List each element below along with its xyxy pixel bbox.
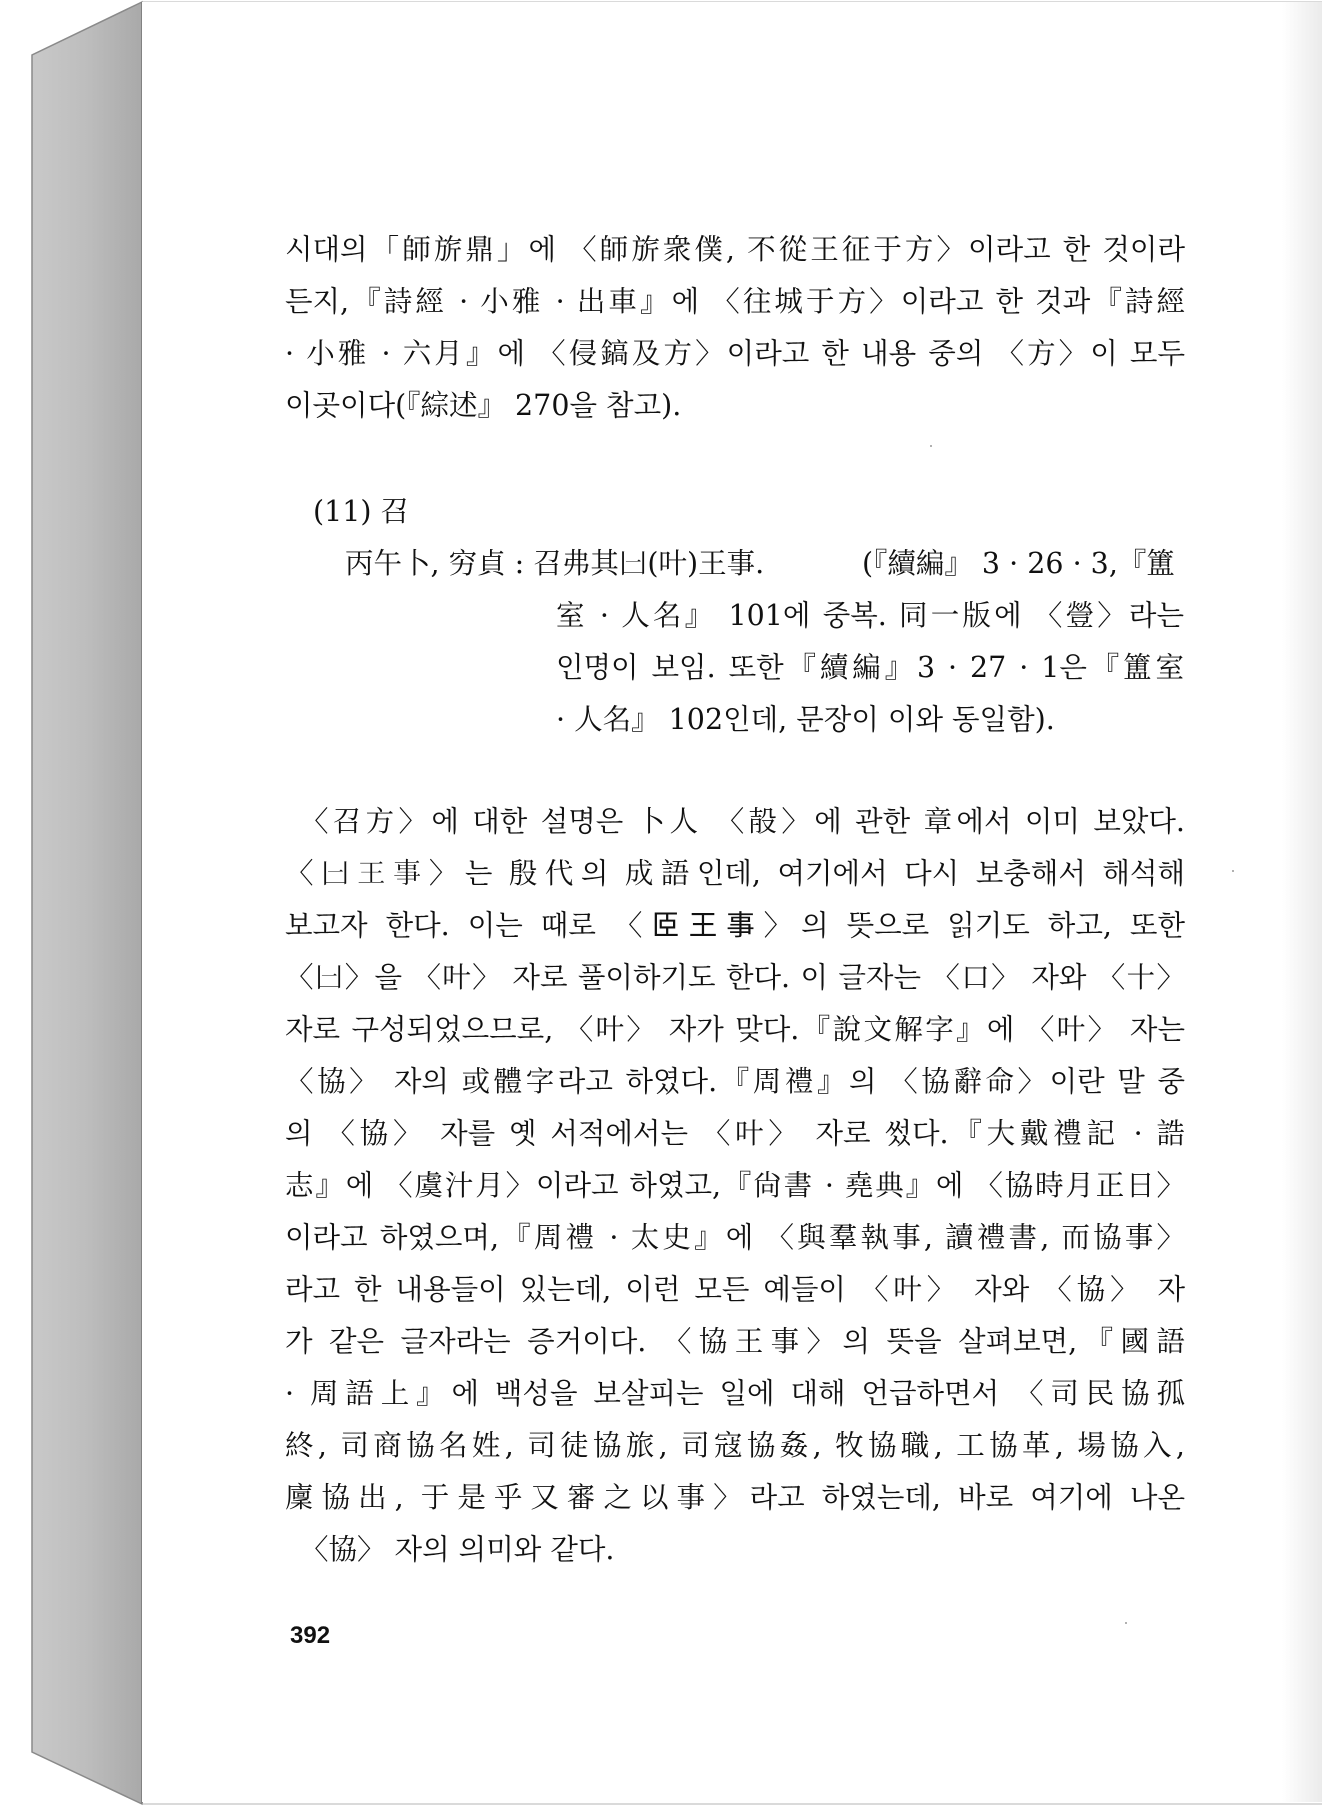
text-line: 자로 구성되었으므로, 〈叶〉 자가 맞다.『說文解字』에 〈叶〉 자는 [285,1013,1185,1046]
text-line: 가 같은 글자라는 증거이다. 〈協王事〉의 뜻을 살펴보면,『國語 [285,1325,1185,1358]
text-line: 室 · 人名』 101에 중복. 同一版에 〈䝁〉라는 [556,599,1184,632]
text-line: 〈協〉 자의 의미와 같다. [300,1533,615,1566]
example-source: 丙午卜, 穷貞 : 召弗其𠙵(叶)王事. [345,547,765,580]
text-line: (『續編』 3 · 26 · 3,『簠 [862,547,1175,580]
text-line: 라고 한 내용들이 있는데, 이런 모든 예들이 〈叶〉 자와 〈協〉 자 [285,1273,1185,1306]
text-line: 廩協出, 于是乎又審之以事〉라고 하였는데, 바로 여기에 나온 [285,1481,1185,1514]
text-line: 이라고 하였으며,『周禮 · 太史』에 〈與羣執事, 讀禮書, 而協事〉 [285,1221,1185,1254]
text-line: 든지,『詩經 · 小雅 · 出車』에 〈往城于方〉이라고 한 것과『詩經 [285,285,1185,318]
text-line: 〈協〉 자의 或體字라고 하였다.『周禮』의 〈協辭命〉이란 말 중 [285,1065,1185,1098]
text-line: 시대의「師旂鼎」에 〈師旂衆僕, 不從王征于方〉이라고 한 것이라 [285,233,1185,266]
example-label: (11) 召 [313,495,410,528]
text-line: 〈召方〉에 대한 설명은 卜人 〈㱿〉에 관한 章에서 이미 보았다. [300,805,1185,838]
scan-speck [1232,870,1234,872]
scan-speck [930,445,932,447]
text-line: 의 〈協〉 자를 옛 서적에서는 〈叶〉 자로 썼다.『大戴禮記 · 誥 [285,1117,1185,1150]
text-line: 인명이 보임. 또한『續編』3 · 27 · 1은『簠室 [556,651,1184,684]
page-number: 392 [290,1622,331,1649]
text-line: 〈𠙵〉을 〈叶〉 자로 풀이하기도 한다. 이 글자는 〈口〉 자와 〈十〉 [285,961,1185,994]
text-line: 志』에 〈虞汁月〉이라고 하였고,『尙書 · 堯典』에 〈協時月正日〉 [285,1169,1185,1202]
text-line: 보고자 한다. 이는 때로 〈𦣞王事〉의 뜻으로 읽기도 하고, 또한 [285,909,1185,942]
text-line: 終, 司商協名姓, 司徒協旅, 司寇協姦, 牧協職, 工協革, 場協入, [285,1429,1185,1462]
page-edge-shadow [1282,2,1322,1802]
text-line: 이곳이다(『綜述』 270을 참고). [285,389,682,422]
text-line: · 人名』 102인데, 문장이 이와 동일함). [556,703,1055,736]
text-line: 〈𠙵王事〉는 殷代의 成語인데, 여기에서 다시 보충해서 해석해 [285,857,1185,890]
text-line: · 周語上』에 백성을 보살피는 일에 대해 언급하면서 〈司民協孤 [285,1377,1185,1410]
scan-speck [1125,1622,1127,1624]
text-line: · 小雅 · 六月』에 〈侵鎬及方〉이라고 한 내용 중의 〈方〉이 모두 [285,337,1185,370]
